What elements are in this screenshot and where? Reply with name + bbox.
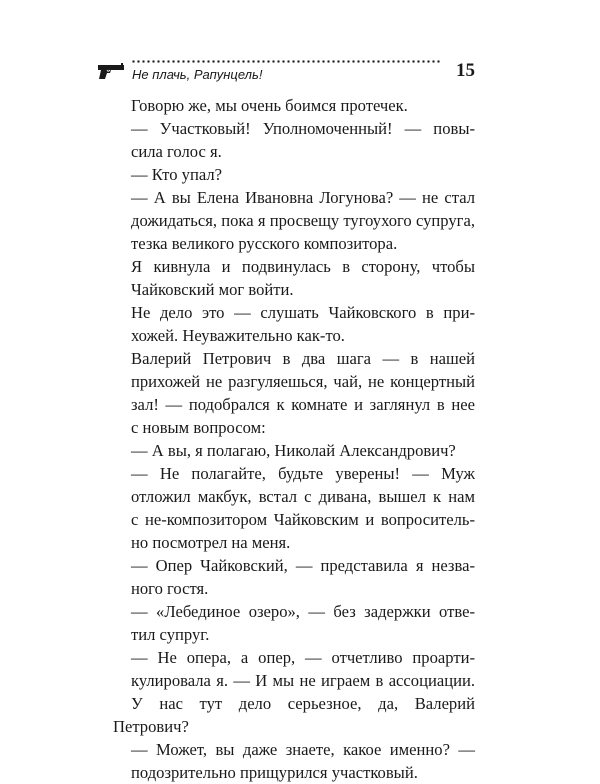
running-head [97,54,475,86]
text-line: Говорю же, мы очень боимся протечек. [131,96,408,115]
text-line: Чайковский мог войти. [131,280,294,299]
text-line: зал! — подобрался к комнате и заглянул в нее [131,395,475,414]
paragraph [113,301,475,347]
text-line: — А вы, я полагаю, Николай Александрович? [131,441,456,460]
text-line: — Опер Чайковский, — представила я незва- [131,556,475,575]
dotted-rule [131,60,441,63]
text-line: подозрительно прищурился участковый. [131,763,418,782]
text-line: сила голос я. [131,142,222,161]
body-text [113,94,475,784]
paragraph [113,439,475,462]
paragraph [113,94,475,117]
pistol-icon [97,62,125,80]
text-line: — Участковый! Уполномоченный! — повы- [131,119,475,138]
paragraph [113,347,475,439]
text-line: отложил макбук, встал с дивана, вышел к нам [131,487,475,506]
text-line: прихожей не разгуляешься, чай, не концертный [131,372,475,391]
text-line: — Может, вы даже знаете, какое именно? — [131,740,475,759]
paragraph [113,600,475,646]
text-line: Не дело это — слушать Чайковского в при- [131,303,475,322]
text-line: тезка великого русского композитора. [131,234,398,253]
text-line: — Не полагайте, будьте уверены! — Муж [131,464,475,483]
text-line: У нас тут дело серьезное, да, Валерий Петрович? [113,694,475,736]
paragraph [113,738,475,784]
paragraph [113,462,475,554]
text-line: но посмотрел на меня. [131,533,291,552]
paragraph [113,554,475,600]
text-line: с новым вопросом: [131,418,266,437]
book-title: Не плачь, Рапунцель! [132,67,263,82]
text-line: Я кивнула и подвинулась в сторону, чтобы [131,257,475,276]
paragraph [113,255,475,301]
paragraph [113,117,475,163]
paragraph [113,646,475,738]
text-line: — Не опера, а опер, — отчетливо проарти- [131,648,475,667]
text-line: Валерий Петрович в два шага — в нашей [131,349,475,368]
text-line: кулировала я. — И мы не играем в ассоциации. [131,671,475,690]
text-line: — А вы Елена Ивановна Логунова? — не стал [131,188,475,207]
text-line: — Кто упал? [131,165,222,184]
text-line: дожидаться, пока я просвещу тугоухого супруга, [131,211,475,230]
text-line: с не-композитором Чайковским и вопроситель- [131,510,475,529]
text-line: — «Лебединое озеро», — без задержки отве- [131,602,475,621]
text-line: ного гостя. [131,579,209,598]
text-line: тил супруг. [131,625,210,644]
page-number: 15 [456,60,475,81]
paragraph [113,186,475,255]
paragraph [113,163,475,186]
text-line: хожей. Неуважительно как-то. [131,326,345,345]
